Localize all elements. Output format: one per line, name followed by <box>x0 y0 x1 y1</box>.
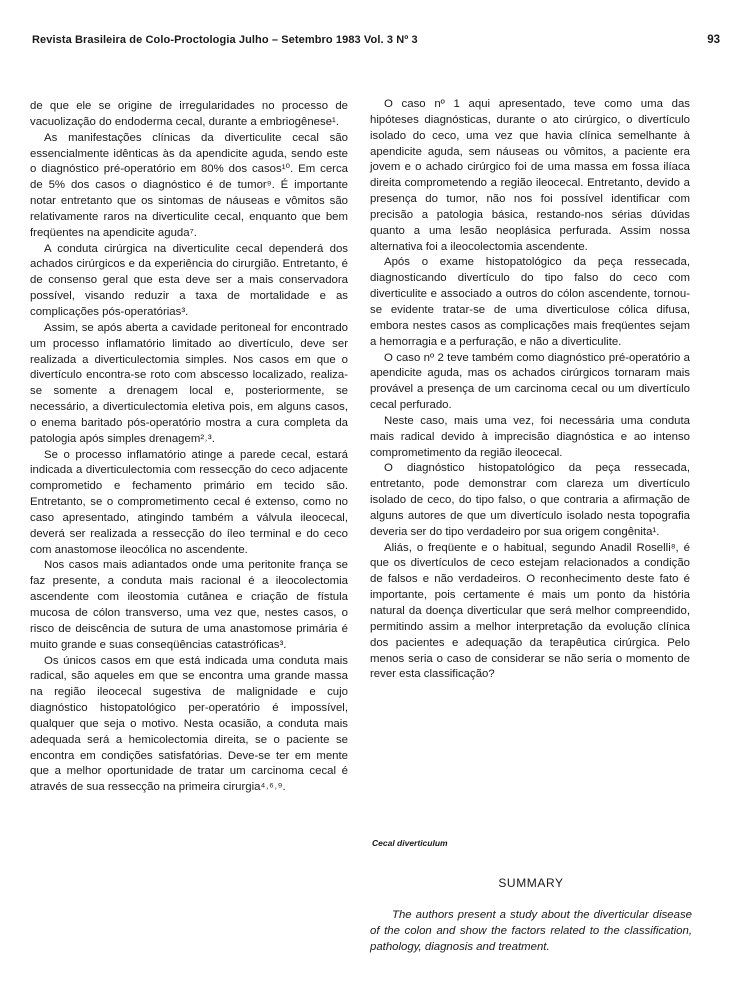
journal-citation: Revista Brasileira de Colo-Proctologia Julho – Setembro 1983 Vol. 3 Nº 3 <box>32 34 418 46</box>
running-header <box>32 34 720 52</box>
paragraph: Aliás, o freqüente e o habitual, segundo Anadil Roselli⁸, é que os divertículos de ceco estejam relacionados a condição de falsos e não verdadeiros. O reconhecimento deste fato é importante, pois certamente é mais um ponto da história natural da doença diverticular que será melhor compreendido, permitindo assim a melhor interpretação da evolução clínica dos pacientes e adequação da terapêutica cirúrgica. Pelo menos seria o caso de considerar se não seria o momento de rever esta classificação? <box>370 541 690 681</box>
paragraph: O caso nº 2 teve também como diagnóstico pré-operatório a apendicite aguda, mas os achados cirúrgicos tornaram mais provável a presença de um carcinoma cecal ou um divertículo cecal perfurado. <box>370 351 690 412</box>
paragraph: Assim, se após aberta a cavidade peritoneal for encontrado um processo inflamatório limitado ao divertículo, deve ser realizada a diverticulectomia simples. Nos casos em que o divertículo encontra-se roto com abscesso localizado, realiza-se somente a drenagem local e, posteriormente, se necessário, a diverticulectomia eletiva pois, em alguns casos, o enema baritado pós-operatório mostra a cura completa da patologia após simples drenagem²˒³. <box>30 321 348 445</box>
right-column <box>370 97 690 683</box>
paragraph: Se o processo inflamatório atinge a parede cecal, estará indicada a diverticulectomia com ressecção do ceco adjacente comprometido e fechamento primário em tecido são. Entretanto, se o comprometimento cecal é extenso, como no caso apresentado, atingindo também a válvula ileocecal, deverá ser realizada a ressecção do íleo terminal e do ceco com anastomose ileocólica no ascendente. <box>30 448 348 556</box>
paragraph: Os únicos casos em que está indicada uma conduta mais radical, são aqueles em que se encontra uma grande massa na região ileocecal sugestiva de malignidade e cujo diagnóstico histopatológico per-operatório é impossível, qualquer que seja o motivo. Nesta ocasião, a conduta mais adequada será a hemicolectomia direita, se o paciente se encontra em condições satisfatórias. Deve-se ter em mente que a melhor oportunidade de tratar um carcinoma cecal é através de sua ressecção na primeira cirurgia⁴˒⁶˒⁹. <box>30 654 348 794</box>
keywords: Cecal diverticulum <box>372 838 448 848</box>
paragraph: Nos casos mais adiantados onde uma peritonite frança se faz presente, a conduta mais racional é a ileocolectomia ascendente com ileostomia cutânea e criação de fístula mucosa de cólon transverso, uma vez que, nestes casos, o risco de deiscência de sutura de uma anastomose primária é muito grande e suas conseqüências catastróficas³. <box>30 559 348 651</box>
paragraph: A conduta cirúrgica na diverticulite cecal dependerá dos achados cirúrgicos e da experiência do cirurgião. Entretanto, é de consenso geral que esta deve ser a mais conservadora possível, visando reduzir a taxa de mortalidade e as complicações pós-operatórias³. <box>30 242 348 318</box>
paragraph: O diagnóstico histopatológico da peça ressecada, entretanto, pode demonstrar com clareza um divertículo isolado de ceco, do tipo falso, o que contraria a afirmação de alguns autores de que um divertículo isolado nesta topografia deveria ser do tipo verdadeiro por sua origem congênita¹. <box>370 462 690 538</box>
paragraph: Neste caso, mais uma vez, foi necessária uma conduta mais radical devido à imprecisão diagnóstica e ao intenso comprometimento da região ileocecal. <box>370 414 690 459</box>
left-column <box>30 99 348 796</box>
page-number: 93 <box>707 34 720 46</box>
paragraph: Após o exame histopatológico da peça ressecada, diagnosticando divertículo do tipo falso do ceco com diverticulite e associado a outros do cólon ascendente, tornou-se evidente tratar-se de uma diverticulose cólica difusa, embora nestes casos as complicações mais freqüentes sejam a hemorragia e a perfuração, e não a diverticulite. <box>370 256 690 348</box>
paragraph: O caso nº 1 aqui apresentado, teve como uma das hipóteses diagnósticas, durante o ato cirúrgico, o divertículo isolado do ceco, uma vez que havia clínica semelhante à apendicite aguda, sem náuseas ou vômitos, a paciente era jovem e o achado cirúrgico foi de uma massa em fossa ilíaca direita comprometendo a região ileocecal. Entretanto, devido a presença do tumor, não nos foi possível identificar com precisão a patologia básica, restando-nos sérias dúvidas quanto a uma lesão neoplásica perfurada. Assim nossa alternativa foi a ileocolectomia ascendente. <box>370 98 690 253</box>
paragraph: As manifestações clínicas da diverticulite cecal são essencialmente idênticas às da apendicite aguda, sendo este o diagnóstico pré-operatório em 80% dos casos¹⁰. Em cerca de 5% dos casos o diagnóstico é de tumor⁹. É importante notar entretanto que os sintomas de náuseas e vômitos são relativamente raros na diverticulite cecal, enquanto que bem freqüentes na apendicite aguda⁷. <box>30 131 348 239</box>
summary-text: The authors present a study about the diverticular disease of the colon and show the factors related to the classification, pathology, diagnosis and treatment. <box>370 909 692 953</box>
paragraph: de que ele se origine de irregularidades no processo de vacuolização do endoderma cecal, durante a embriogênese¹. <box>30 100 348 128</box>
summary-heading: SUMMARY <box>498 876 564 890</box>
